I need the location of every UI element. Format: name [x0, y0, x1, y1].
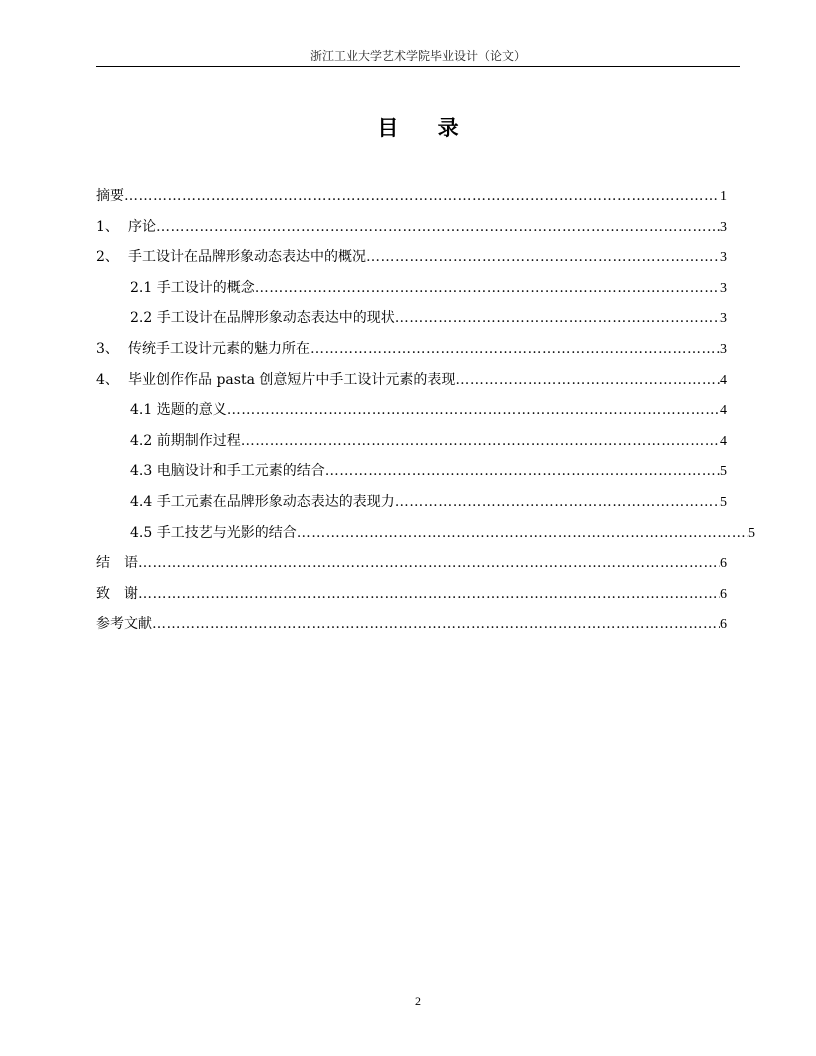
toc-entry-chapter-2[interactable] [96, 246, 727, 277]
header-rule [96, 66, 740, 67]
toc-page-number: 4 [720, 372, 727, 388]
toc-entry-section-4-4[interactable] [96, 491, 727, 522]
toc-entry-label: 4.4 手工元素在品牌形象动态表达的表现力 [130, 493, 395, 510]
running-header: 浙江工业大学艺术学院毕业设计（论文） [309, 49, 526, 63]
toc-dot-leader [255, 277, 720, 299]
toc-page-number: 3 [720, 341, 727, 357]
toc-entry-references[interactable] [96, 613, 727, 644]
toc-entry-label: 4.2 前期制作过程 [130, 432, 241, 449]
toc-dot-leader [227, 399, 720, 421]
toc-entry-number: 4、 [96, 371, 119, 388]
toc-entry-introduction[interactable] [96, 216, 727, 247]
toc-entry-label: 摘要 [96, 188, 124, 204]
toc-entry-label: 4.5 手工技艺与光影的结合 [130, 524, 297, 541]
toc-page-number: 3 [720, 250, 727, 266]
toc-page-number: 1 [720, 189, 727, 204]
toc-dot-leader [455, 369, 720, 391]
toc-entry-section-4-5[interactable] [96, 522, 755, 553]
toc-dot-leader [297, 522, 748, 544]
toc-page-number: 3 [720, 219, 727, 235]
table-of-contents [96, 185, 755, 644]
toc-entry-section-2-1[interactable] [96, 277, 727, 308]
toc-entry-chapter-4[interactable] [96, 369, 727, 400]
toc-page-number: 6 [720, 586, 727, 602]
toc-entry-abstract[interactable] [96, 185, 727, 216]
toc-dot-leader [395, 307, 720, 329]
toc-page-number: 5 [748, 525, 755, 541]
toc-entry-section-4-1[interactable] [96, 399, 727, 430]
toc-entry-label: 致 谢 [96, 585, 138, 602]
toc-entry-label: 2.2 手工设计在品牌形象动态表达中的现状 [130, 310, 395, 327]
toc-entry-section-4-2[interactable] [96, 430, 727, 461]
toc-dot-leader [310, 338, 720, 360]
toc-dot-leader [124, 185, 720, 207]
toc-page-number: 5 [720, 464, 727, 480]
toc-entry-label: 2.1 手工设计的概念 [130, 279, 255, 296]
toc-entry-chapter-3[interactable] [96, 338, 727, 369]
toc-dot-leader [395, 491, 720, 513]
toc-entry-label: 参考文献 [96, 616, 152, 633]
toc-entry-label: 手工设计在品牌形象动态表达中的概况 [128, 249, 366, 266]
toc-dot-leader [325, 460, 720, 482]
toc-entry-section-4-3[interactable] [96, 460, 727, 491]
toc-entry-conclusion[interactable] [96, 552, 727, 583]
toc-entry-number: 3、 [96, 340, 119, 357]
toc-page-number: 6 [720, 617, 727, 633]
toc-page-number: 3 [720, 311, 727, 327]
toc-dot-leader [156, 216, 720, 238]
toc-dot-leader [138, 552, 720, 574]
toc-entry-label: 传统手工设计元素的魅力所在 [128, 340, 310, 357]
toc-entry-acknowledgements[interactable] [96, 583, 727, 614]
toc-entry-label: 序论 [128, 218, 156, 235]
toc-entry-number: 1、 [96, 218, 119, 235]
toc-entry-label: 4.3 电脑设计和手工元素的结合 [130, 463, 325, 480]
toc-title: 目 录 [377, 116, 475, 140]
toc-page-number: 5 [720, 494, 727, 510]
toc-entry-section-2-2[interactable] [96, 307, 727, 338]
toc-page-number: 4 [720, 433, 727, 449]
toc-entry-number: 2、 [96, 249, 119, 266]
toc-dot-leader [241, 430, 720, 452]
toc-dot-leader [138, 583, 720, 605]
toc-dot-leader [366, 246, 720, 268]
toc-entry-label: 毕业创作作品 pasta 创意短片中手工设计元素的表现 [128, 371, 456, 388]
toc-entry-label: 结 语 [96, 555, 138, 572]
toc-page-number: 4 [720, 403, 727, 419]
toc-entry-label: 4.1 选题的意义 [130, 402, 227, 419]
toc-dot-leader [152, 613, 720, 635]
toc-page-number: 3 [720, 280, 727, 296]
toc-page-number: 6 [720, 556, 727, 572]
page-number: 2 [415, 994, 421, 1008]
